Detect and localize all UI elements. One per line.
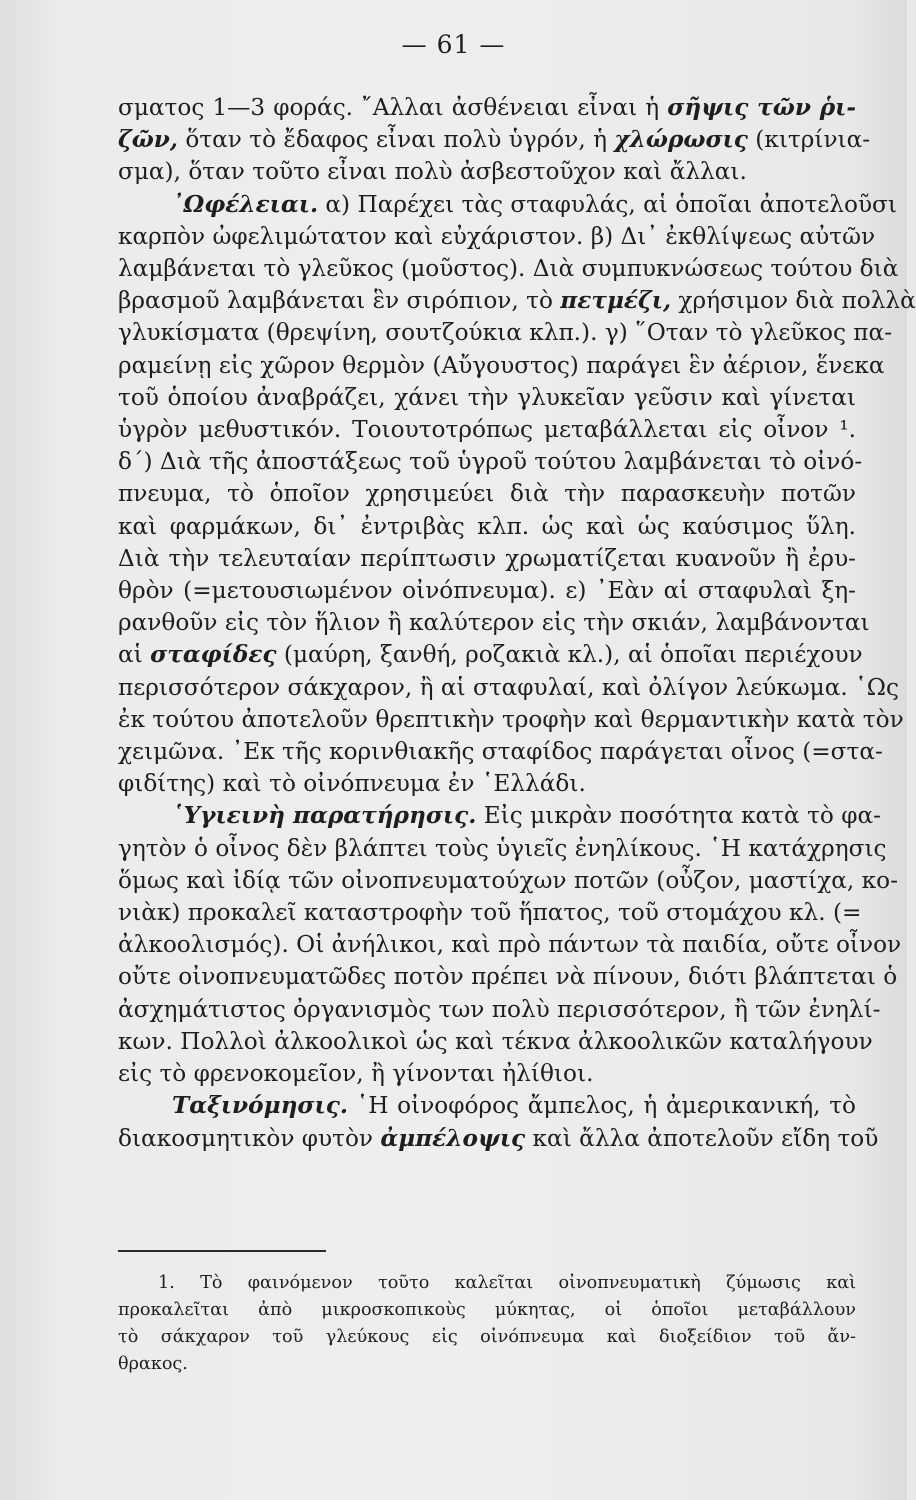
footnote-line [118,1351,856,1378]
text-run: χειμῶνα. ᾿Εκ τῆς κορινθιακῆς σταφίδος παράγεται οἶνος (=στα- [118,738,883,766]
text-run: ὑγρὸν μεθυστικόν. Τοιουτοτρόπως μεταβάλλεται εἰς οἶνον ¹. [118,416,856,444]
text-line [118,736,883,768]
text-run: θρὸν (=μετουσιωμένον οἰνόπνευμα). ε) ᾿Εὰν αἱ σταφυλαὶ ξη- [118,577,856,605]
body-text [118,92,916,1155]
text-line [118,1123,879,1155]
text-run: ὅμως καὶ ἰδίᾳ τῶν οἰνοπνευματούχων ποτῶν (οὖζον, μαστίχα, κο- [118,866,898,894]
text-line [118,414,856,446]
text-line [118,1058,856,1090]
text-run: (κιτρίνια- [747,126,871,154]
text-line [118,833,887,865]
text-run: α) Παρέχει τὰς σταφυλάς, αἱ ὁποῖαι ἀποτελοῦσι [318,190,897,218]
text-line [118,189,897,221]
text-line [118,350,885,382]
text-run: κων. Πολλοὶ ἀλκοολικοὶ ὡς καὶ τέκνα ἀλκοολικῶν καταλήγουν [118,1027,873,1055]
text-run: πνευμα, τὸ ὁποῖον χρησιμεύει διὰ τὴν παρασκευὴν ποτῶν [118,480,856,508]
text-run: βρασμοῦ λαμβάνεται ἓν σιρόπιον, τὸ [118,287,561,315]
emphasized-term: ᾿Ωφέλειαι. [172,190,319,218]
text-run: σματος 1—3 φοράς. ῎Αλλαι ἀσθένειαι εἶναι ἡ [118,94,668,121]
text-run: Διὰ τὴν τελευταίαν περίπτωσιν χρωματίζεται κυανοῦν ἢ ἐρυ- [118,544,856,572]
text-run: περισσότερον σάκχαρον, ἢ αἱ σταφυλαί, καὶ ὀλίγον λεύκωμα. ῾Ως [118,673,899,701]
text-run: 1. Τὸ φαινόμενον τοῦτο καλεῖται οἰνοπνευματικὴ ζύμωσις καὶ [158,1273,856,1293]
text-line [118,994,881,1026]
text-run: προκαλεῖται ἀπὸ μικροσκοπικοὺς μύκητας, οἱ ὁποῖοι μεταβάλλουν [118,1300,856,1320]
text-run: οὔτε οἰνοπνευματῶδες ποτὸν πρέπει νὰ πίνουν, διότι βλάπτεται ὁ [118,963,898,991]
text-run: ραμείνῃ εἰς χῶρον θερμὸν (Αὔγουστος) παράγει ἓν ἀέριον, ἕνεκα [118,351,885,379]
text-line [118,639,863,671]
text-run: σμα), ὅταν τοῦτο εἶναι πολὺ ἀσβεστοῦχον καὶ ἄλλαι. [118,158,747,186]
text-line [118,961,898,993]
emphasized-term: ῾Υγιεινὴ παρατήρησις. [172,802,477,830]
text-run: εἰς τὸ φρενοκομεῖον, ἢ γίνονται ἠλίθιοι. [118,1060,594,1088]
text-run: νιὰκ) προκαλεῖ καταστροφὴν τοῦ ἥπατος, τοῦ στομάχου κλ. (= [118,899,862,927]
text-run: καρπὸν ὠφελιμώτατον καὶ εὐχάριστον. β) Δι᾿ ἐκθλίψεως αὐτῶν [118,222,876,250]
text-run: ἀλκοολισμός). Οἱ ἀνήλικοι, καὶ πρὸ πάντων τὰ παιδία, οὔτε οἶνον [118,931,902,959]
text-line [118,124,871,156]
emphasized-term: χλώρωσις [614,126,748,154]
footnote-line [118,1270,856,1297]
text-line [118,285,916,317]
text-run: καὶ φαρμάκων, δι᾿ ἐντριβὰς κλπ. ὡς καὶ ὡς καύσιμος ὕλη. [118,512,856,540]
text-line [118,800,881,832]
text-run: Εἰς μικρὰν ποσότητα κατὰ τὸ φα- [476,802,881,830]
text-line [118,478,856,510]
emphasized-term: ζῶν, [118,126,178,154]
text-line [118,511,856,543]
text-run: (μαύρη, ξανθή, ροζακιὰ κλ.), αἱ ὁποῖαι περιέχουν [276,641,863,669]
footnotes [118,1270,856,1378]
text-run: ὅταν τὸ ἔδαφος εἶναι πολὺ ὑγρόν, ἡ [177,126,615,154]
text-line [118,446,863,478]
text-run: τοῦ ὁποίου ἀναβράζει, χάνει τὴν γλυκεῖαν γεῦσιν καὶ γίνεται [118,383,856,411]
text-line [118,253,899,285]
text-line [118,543,856,575]
text-run: διακοσμητικὸν φυτὸν [118,1124,381,1152]
text-run: καὶ ἄλλα ἀποτελοῦν εἴδη τοῦ [525,1124,879,1152]
text-run: ἐκ τούτου ἀποτελοῦν θρεπτικὴν τροφὴν καὶ θερμαντικὴν κατὰ τὸν [118,705,904,733]
text-run: δ΄) Διὰ τῆς ἀποστάξεως τοῦ ὑγροῦ τούτου λαμβάνεται τὸ οἰνό- [118,448,863,476]
text-run: τὸ σάκχαρον τοῦ γλεύκους εἰς οἰνόπνευμα καὶ διοξείδιον τοῦ ἄν- [118,1327,856,1347]
text-run: ρανθοῦν εἰς τὸν ἥλιον ἢ καλύτερον εἰς τὴν σκιάν, λαμβάνονται [118,609,870,637]
emphasized-term: σταφίδες [150,641,277,669]
page-number: — 61 — [401,30,506,59]
text-line [118,156,856,188]
text-line [118,768,856,800]
emphasized-term: ἀμπέλοψις [380,1124,526,1152]
footnote-separator [118,1250,326,1252]
emphasized-term: Ταξινόμησις. [172,1092,348,1120]
text-run: λαμβάνεται τὸ γλεῦκος (μοῦστος). Διὰ συμπυκνώσεως τούτου διὰ [118,255,899,283]
text-run: θρακος. [118,1354,188,1374]
text-line [118,1090,856,1122]
text-run: γλυκίσματα (θρεψίνη, σουτζούκια κλπ.). γ) ῞Οταν τὸ γλεῦκος πα- [118,319,893,347]
footnote-line [118,1297,856,1324]
text-run: ῾Η οἰνοφόρος ἄμπελος, ἡ ἀμερικανική, τὸ [347,1092,856,1120]
text-line [118,929,902,961]
text-line [118,672,899,704]
emphasized-term: σῆψις τῶν ῥι- [667,94,856,121]
footnote-line [118,1324,856,1351]
text-line [118,382,856,414]
emphasized-term: πετμέζι, [560,287,672,315]
text-line [118,1026,873,1058]
text-run: ἀσχημάτιστος ὀργανισμὸς των πολὺ περισσότερον, ἢ τῶν ἐνηλί- [118,995,881,1023]
text-line [118,575,856,607]
text-line [118,897,862,929]
text-run: φιδίτης) καὶ τὸ οἰνόπνευμα ἐν ῾Ελλάδι. [118,770,586,798]
text-line [118,221,876,253]
text-run: αἱ [118,641,151,669]
text-line [118,92,856,124]
text-line [118,317,893,349]
text-line [118,704,904,736]
text-line [118,865,898,897]
text-run: γητὸν ὁ οἶνος δὲν βλάπτει τοὺς ὑγιεῖς ἐνηλίκους. ῾Η κατάχρησις [118,834,887,862]
text-run: χρήσιμον διὰ πολλὰ [671,287,916,315]
text-line [118,607,870,639]
